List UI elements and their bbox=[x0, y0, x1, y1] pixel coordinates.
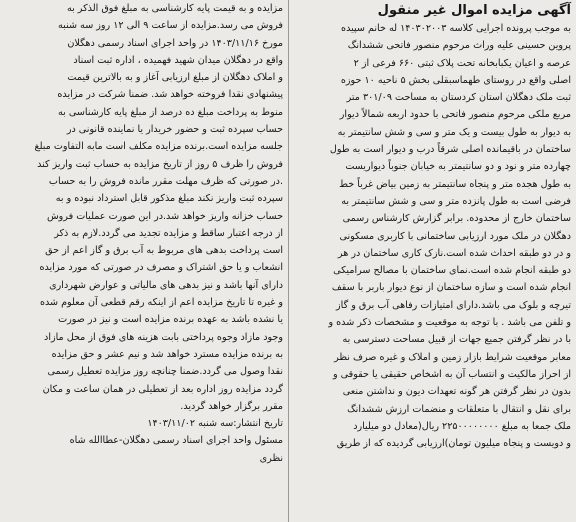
notice-body-right bbox=[293, 20, 571, 452]
notice-text-line: ساختمان در باقیمانده اصلی شرقاً درب و دیوار است به طول bbox=[329, 144, 571, 156]
notice-text-line: از درجه اعتبار ساقط و مزایده تجدید می گردد.لازم به ذکر bbox=[54, 227, 283, 239]
notice-text-line: اصلی واقع در روستای طهماسبقلی بخش ۵ ناحیه ۱۰ حوزه bbox=[340, 74, 571, 86]
notice-text-line: و املاک دهگلان از مبلغ ارزیابی آغاز و به بالاترین قیمت bbox=[67, 72, 283, 84]
notice-text-line: حساب سپرده ثبت و حضور خریدار یا نماینده قانونی در bbox=[66, 124, 283, 136]
notice-text-line: دهگلان در ملک مورد ارزیابی ساختمانی با کاربری مسکونی bbox=[339, 230, 571, 242]
notice-text-line: دارای آنها باشد و نیز بدهی های مالیاتی و عوارض شهرداری bbox=[49, 279, 283, 291]
notice-text-line: مزایده و به قیمت پایه کارشناسی به مبلغ فوق الذکر به bbox=[66, 3, 283, 14]
notice-text-line: انجام شده است و سازه ساختمان از نوع دیوار باربر با سقف bbox=[331, 282, 571, 294]
notice-text-line: انشعاب و یا حق اشتراک و مصرف در صورتی که مورد مزایده bbox=[39, 262, 283, 274]
notice-text-line: و غیره تا تاریخ مزایده اعم از اینکه رقم قطعی آن معلوم شده bbox=[39, 297, 283, 309]
notice-text-line: و در دو طبقه احداث شده است.نازک کاری ساختمان در هر bbox=[337, 247, 571, 259]
notice-text-line: ساختمان خارج از محدوده. برابر گزارش کارشناس رسمی bbox=[342, 213, 571, 225]
publish-date: تاریخ انتشار:سه شنبه ۱۴۰۳/۱۱/۰۲ bbox=[147, 418, 283, 430]
signature-line-1: مسئول واحد اجرای اسناد رسمی دهگلان-عطاالله شاه bbox=[69, 435, 283, 447]
notice-text-line: تیرچه و بلوک می باشد.دارای امتیازات رفاهی آب برق و گاز bbox=[336, 299, 571, 311]
notice-text-line: با در نظر گرفتن جمیع جهات از قبیل مساحت دسترسی به bbox=[342, 334, 571, 346]
notice-text-line: نقدا وصول می گردد.ضمنا چنانچه روز مزایده تعطیل رسمی bbox=[47, 366, 283, 378]
notice-text-line: به دیوار به طول بیست و یک متر و سی و شش سانتیمتر به bbox=[337, 126, 571, 138]
notice-text-line: بدون در نظر گرفتن هر گونه تعهدات دیون و نداشتن منعی bbox=[342, 386, 571, 398]
notice-text-line: است پرداخت بدهی های مربوط به آب برق و گاز اعم از حق bbox=[45, 245, 283, 257]
notice-text-line: پروین حسینی علیه وراث مرحوم منصور فاتحی ششدانگ bbox=[347, 40, 571, 52]
notice-text-line: برای نقل و انتقال با متعلقات و منضمات ارزش ششدانگ bbox=[347, 403, 571, 415]
notice-text-line: حساب خزانه واریز خواهد شد.در این صورت عملیات فروش bbox=[46, 210, 283, 222]
notice-text-line: واقع در دهگلان میدان شهید فهمیده ، اداره ثبت اسناد bbox=[73, 54, 283, 66]
notice-text-line: مقرر برگزار خواهد گردید. bbox=[180, 400, 283, 412]
notice-text-line: یا نشده باشد به عهده برنده مزایده است و نیز در صورت bbox=[58, 314, 283, 326]
notice-text-line: جلسه مزایده است.برنده مزایده مکلف است مابه التفاوت مبلغ bbox=[34, 141, 283, 153]
column-divider bbox=[288, 0, 289, 522]
notice-text-line: معابر موقعیت شرایط بازار زمین و املاک و غیره صرف نظر bbox=[334, 351, 571, 363]
notice-text-line: و تلفن می باشد . با توجه به موقعیت و مشخصات ذکر شده و bbox=[328, 317, 571, 329]
notice-text-line: به طول هجده متر و پنجاه سانتیمتر به زمین بیاض غرباً خط bbox=[339, 178, 571, 190]
notice-text-line: منوط به پرداخت مبلغ ده درصد از مبلغ پایه کارشناسی به bbox=[58, 106, 283, 118]
notice-text-line: و دویست و پنجاه میلیون تومان)ارزیابی گردیده که از طریق bbox=[336, 438, 571, 450]
notice-text-line: فرضی است به طول پانزده متر و سی و شش سانتیمتر به bbox=[341, 195, 571, 207]
notice-text-line: چهارده متر و نود و دو سانتیمتر به خیابان جنوباً دیواریست bbox=[345, 161, 571, 173]
notice-text-line: سپرده ثبت واریز نکند مبلغ مذکور قابل استرداد نبوده و به bbox=[55, 193, 283, 205]
notice-text-line: مورخ ۱۴۰۳/۱۱/۱۶ در واحد اجرای اسناد رسمی دهگلان bbox=[67, 37, 283, 49]
notice-left-column bbox=[0, 0, 287, 522]
notice-text-line: پیشنهادی نقدا فروخته خواهد شد. ضمنا شرکت در مزایده bbox=[57, 89, 283, 101]
notice-text-line: عرصه و اعیان یکبابخانه تحت پلاک ثبتی ۶۶۰ فرعی از ۲ bbox=[353, 57, 571, 69]
notice-text-line: فروش می رسد.مزایده از ساعت ۹ الی ۱۲ روز سه شنبه bbox=[58, 20, 283, 32]
notice-text-line: ثبت ملک دهگلان استان کردستان به مساحت ۳۰۱/۰۹ متر bbox=[346, 92, 571, 104]
notice-text-line: از احراز مالکیت و انتساب آن به اشخاص حقیقی یا حقوقی و bbox=[332, 368, 571, 380]
notice-body-left bbox=[6, 0, 283, 415]
signature-line-2: نظری bbox=[259, 452, 283, 464]
notice-text-line: فروش را ظرف ۵ روز از تاریخ مزایده به حساب ثبت واریز کند bbox=[37, 158, 283, 170]
notice-text-line: .در صورتی که ظرف مهلت مقرر مانده فروش را به حساب bbox=[48, 175, 283, 187]
notice-text-line: گردد مزایده روز اداره بعد از تعطیلی در همان ساعت و مکان bbox=[42, 383, 283, 395]
notice-text-line: به برنده مزایده مسترد خواهد شد و نیم عشر و حق مزایده bbox=[51, 348, 283, 360]
notice-text-line: ملک جمعا به مبلغ ۲۲۵۰۰۰۰۰۰۰۰ ریال(معادل دو میلیارد bbox=[353, 420, 571, 432]
notice-text-line: به موجب پرونده اجرایی کلاسه ۱۴۰۳۰۲۰۰۳ له خانم سپیده bbox=[341, 23, 571, 34]
notice-right-column bbox=[290, 0, 576, 522]
notice-text-line: مربع ملکی مرحوم منصور فاتحی با حدود اربعه شمالاً دیوار bbox=[339, 109, 571, 121]
notice-title: آگهی مزایده اموال غیر منقول bbox=[377, 3, 571, 18]
notice-text-line: دو طبقه انجام شده است.نمای ساختمان با مصالح سرامیکی bbox=[333, 265, 571, 277]
notice-text-line: وجود مازاد وجوه پرداختی بابت هزینه های فوق از محل مازاد bbox=[44, 331, 283, 343]
